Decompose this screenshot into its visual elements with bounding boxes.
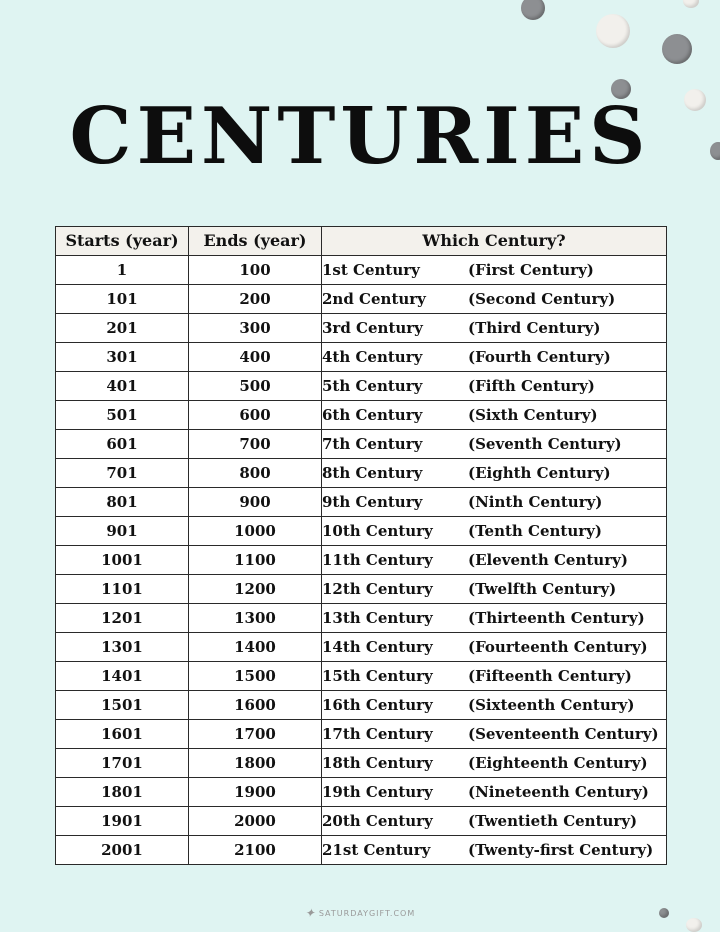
table-row: [56, 778, 667, 807]
confetti-dot: [662, 34, 692, 64]
century-ordinal: 10th Century: [322, 522, 433, 540]
century-name: (Fifth Century): [468, 377, 595, 395]
header-starts: Starts (year): [56, 227, 189, 256]
which-century-cell: [322, 459, 667, 488]
end-year-cell: 100: [189, 256, 322, 285]
table-row: [56, 459, 667, 488]
start-year-cell: 101: [56, 285, 189, 314]
table-row: [56, 372, 667, 401]
table-row: [56, 343, 667, 372]
century-ordinal: 8th Century: [322, 464, 423, 482]
start-year-cell: 1501: [56, 691, 189, 720]
end-year-cell: 1300: [189, 604, 322, 633]
table-row: [56, 662, 667, 691]
century-name: (Nineteenth Century): [468, 783, 649, 801]
which-century-cell: [322, 604, 667, 633]
which-century-cell: [322, 256, 667, 285]
century-ordinal: 2nd Century: [322, 290, 426, 308]
start-year-cell: 2001: [56, 836, 189, 865]
which-century-cell: [322, 807, 667, 836]
century-name: (Fifteenth Century): [468, 667, 632, 685]
century-ordinal: 6th Century: [322, 406, 423, 424]
start-year-cell: 1101: [56, 575, 189, 604]
century-ordinal: 19th Century: [322, 783, 433, 801]
start-year-cell: 1801: [56, 778, 189, 807]
end-year-cell: 2000: [189, 807, 322, 836]
end-year-cell: 1700: [189, 720, 322, 749]
start-year-cell: 401: [56, 372, 189, 401]
century-ordinal: 17th Century: [322, 725, 433, 743]
start-year-cell: 601: [56, 430, 189, 459]
century-ordinal: 21st Century: [322, 841, 431, 859]
century-ordinal: 3rd Century: [322, 319, 423, 337]
century-ordinal: 9th Century: [322, 493, 423, 511]
start-year-cell: 1401: [56, 662, 189, 691]
confetti-dot: [596, 14, 630, 48]
century-name: (Twentieth Century): [468, 812, 638, 830]
which-century-cell: [322, 662, 667, 691]
table-row: [56, 807, 667, 836]
century-ordinal: 13th Century: [322, 609, 433, 627]
century-name: (Tenth Century): [468, 522, 602, 540]
end-year-cell: 300: [189, 314, 322, 343]
which-century-cell: [322, 285, 667, 314]
start-year-cell: 701: [56, 459, 189, 488]
centuries-table: [55, 226, 667, 865]
end-year-cell: 1000: [189, 517, 322, 546]
century-ordinal: 15th Century: [322, 667, 433, 685]
which-century-cell: [322, 778, 667, 807]
century-name: (Fourteenth Century): [468, 638, 648, 656]
start-year-cell: 1201: [56, 604, 189, 633]
century-name: (Third Century): [468, 319, 601, 337]
start-year-cell: 301: [56, 343, 189, 372]
century-ordinal: 1st Century: [322, 261, 420, 279]
century-ordinal: 11th Century: [322, 551, 433, 569]
confetti-dot: [521, 0, 545, 20]
table-row: [56, 720, 667, 749]
century-ordinal: 12th Century: [322, 580, 433, 598]
start-year-cell: 801: [56, 488, 189, 517]
century-name: (Fourth Century): [468, 348, 611, 366]
century-ordinal: 5th Century: [322, 377, 423, 395]
which-century-cell: [322, 430, 667, 459]
which-century-cell: [322, 546, 667, 575]
which-century-cell: [322, 401, 667, 430]
century-name: (Seventeenth Century): [468, 725, 659, 743]
century-name: (Sixth Century): [468, 406, 598, 424]
century-ordinal: 16th Century: [322, 696, 433, 714]
century-name: (Second Century): [468, 290, 616, 308]
which-century-cell: [322, 720, 667, 749]
start-year-cell: 1701: [56, 749, 189, 778]
header-ends: Ends (year): [189, 227, 322, 256]
century-name: (First Century): [468, 261, 594, 279]
century-name: (Eighteenth Century): [468, 754, 648, 772]
end-year-cell: 1400: [189, 633, 322, 662]
century-name: (Ninth Century): [468, 493, 603, 511]
century-ordinal: 14th Century: [322, 638, 433, 656]
end-year-cell: 1600: [189, 691, 322, 720]
start-year-cell: 201: [56, 314, 189, 343]
century-name: (Seventh Century): [468, 435, 622, 453]
which-century-cell: [322, 314, 667, 343]
table-header-row: [56, 227, 667, 256]
which-century-cell: [322, 836, 667, 865]
end-year-cell: 1100: [189, 546, 322, 575]
start-year-cell: 501: [56, 401, 189, 430]
page-title: CENTURIES: [69, 91, 651, 182]
end-year-cell: 1800: [189, 749, 322, 778]
century-name: (Thirteenth Century): [468, 609, 645, 627]
header-which-century: Which Century?: [322, 227, 667, 256]
which-century-cell: [322, 575, 667, 604]
end-year-cell: 1500: [189, 662, 322, 691]
end-year-cell: 400: [189, 343, 322, 372]
start-year-cell: 1: [56, 256, 189, 285]
table-row: [56, 604, 667, 633]
confetti-dot: [686, 918, 702, 932]
saturdaygift-logo-icon: ✦: [304, 906, 316, 920]
table-row: [56, 314, 667, 343]
which-century-cell: [322, 517, 667, 546]
end-year-cell: 500: [189, 372, 322, 401]
table-row: [56, 401, 667, 430]
which-century-cell: [322, 372, 667, 401]
footer-brand: [0, 906, 720, 920]
end-year-cell: 600: [189, 401, 322, 430]
end-year-cell: 200: [189, 285, 322, 314]
start-year-cell: 1901: [56, 807, 189, 836]
table-row: [56, 575, 667, 604]
start-year-cell: 1601: [56, 720, 189, 749]
confetti-dot: [683, 0, 699, 8]
century-name: (Eighth Century): [468, 464, 611, 482]
table-row: [56, 546, 667, 575]
century-name: (Eleventh Century): [468, 551, 628, 569]
start-year-cell: 1301: [56, 633, 189, 662]
century-ordinal: 18th Century: [322, 754, 433, 772]
century-ordinal: 20th Century: [322, 812, 433, 830]
table-body: [56, 256, 667, 865]
table-row: [56, 488, 667, 517]
century-name: (Twelfth Century): [468, 580, 617, 598]
century-name: (Twenty-first Century): [468, 841, 654, 859]
which-century-cell: [322, 749, 667, 778]
century-ordinal: 7th Century: [322, 435, 423, 453]
start-year-cell: 901: [56, 517, 189, 546]
table-row: [56, 517, 667, 546]
which-century-cell: [322, 633, 667, 662]
table-row: [56, 836, 667, 865]
table-row: [56, 256, 667, 285]
start-year-cell: 1001: [56, 546, 189, 575]
end-year-cell: 1900: [189, 778, 322, 807]
century-name: (Sixteenth Century): [468, 696, 635, 714]
end-year-cell: 700: [189, 430, 322, 459]
table-row: [56, 633, 667, 662]
table-row: [56, 691, 667, 720]
table-row: [56, 430, 667, 459]
end-year-cell: 800: [189, 459, 322, 488]
which-century-cell: [322, 343, 667, 372]
end-year-cell: 900: [189, 488, 322, 517]
footer-text: SATURDAYGIFT.COM: [318, 909, 416, 918]
century-ordinal: 4th Century: [322, 348, 423, 366]
which-century-cell: [322, 691, 667, 720]
end-year-cell: 2100: [189, 836, 322, 865]
table-row: [56, 285, 667, 314]
table-row: [56, 749, 667, 778]
end-year-cell: 1200: [189, 575, 322, 604]
which-century-cell: [322, 488, 667, 517]
